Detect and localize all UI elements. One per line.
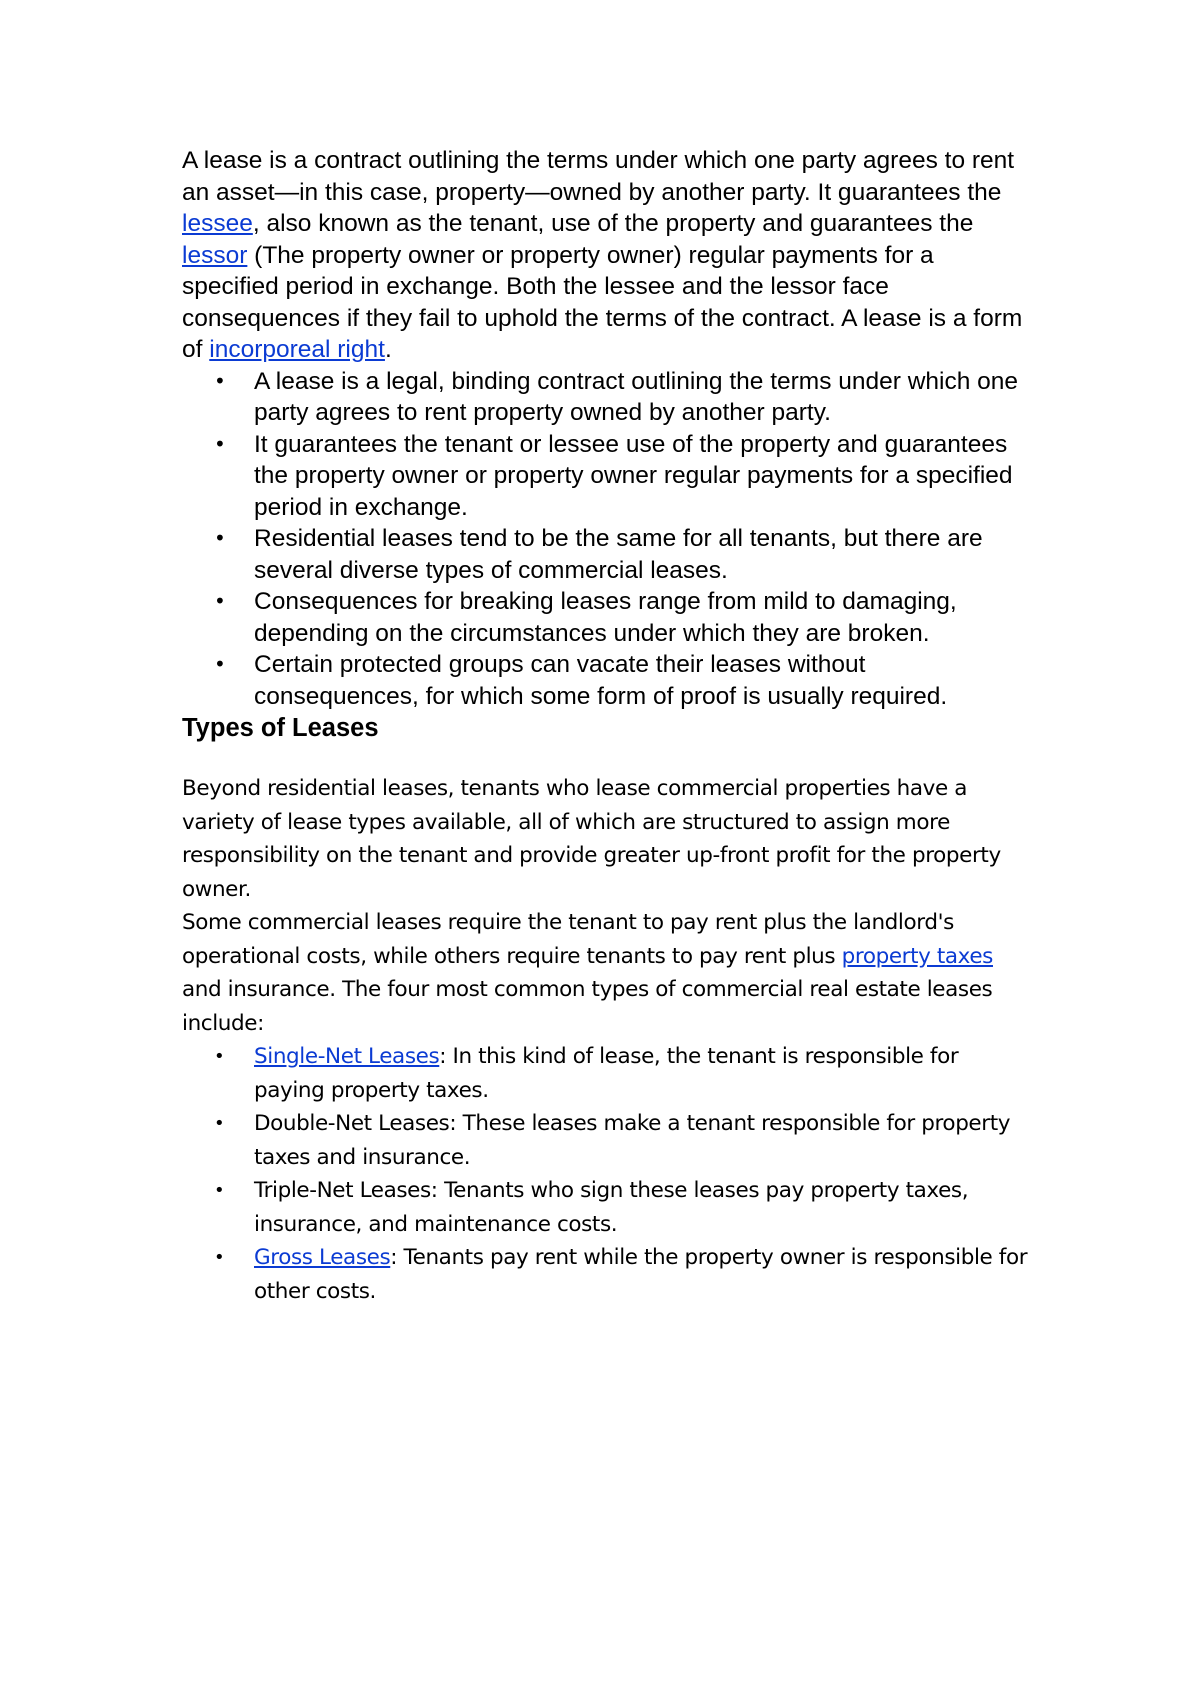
list-item xyxy=(182,649,1032,712)
bullet-icon: • xyxy=(214,652,226,676)
bullet-icon: • xyxy=(214,368,226,393)
bullet-icon: • xyxy=(214,589,226,613)
key-points-list xyxy=(182,366,1032,713)
incorporeal-right-link[interactable]: incorporeal right xyxy=(209,336,385,363)
types-paragraph-2 xyxy=(182,906,1032,1040)
lessee-link[interactable]: lessee xyxy=(182,210,253,237)
property-taxes-link[interactable]: property taxes xyxy=(841,943,993,969)
intro-text-2: , also known as the tenant, use of the property and guarantees the xyxy=(252,210,974,237)
bullet-icon: • xyxy=(214,526,226,550)
bullet-icon: • xyxy=(214,431,226,456)
list-item-text: : In this kind of lease, the tenant is responsible for paying property taxes. xyxy=(254,1044,959,1103)
list-item-text: A lease is a legal, binding contract outlining the terms under which one party agrees to rent property owned by another party. xyxy=(254,367,1019,426)
list-item-text: Triple-Net Leases: Tenants who sign these leases pay property taxes, insurance, and maintenance costs. xyxy=(254,1178,969,1237)
list-item xyxy=(182,1174,1032,1241)
list-item xyxy=(182,586,1032,649)
bullet-icon: • xyxy=(214,1046,225,1067)
intro-text-3: (The property owner or property owner) regular payments for a specified period in exchange. Both the lessee and the lessor face consequences if they fail to uphold the terms of the contract. A lease is a form of xyxy=(182,241,1023,363)
types-paragraph-2-text-2: and insurance. The four most common types of commercial real estate leases include: xyxy=(182,977,993,1036)
list-item xyxy=(182,366,1032,429)
list-item-text: It guarantees the tenant or lessee use of the property and guarantees the property owner or property owner regular payments for a specified period in exchange. xyxy=(254,430,1013,521)
intro-text-1: A lease is a contract outlining the terms under which one party agrees to rent an asset—in this case, property—owned by another party. It guarantees the xyxy=(182,147,1015,206)
bullet-icon: • xyxy=(214,1180,225,1201)
types-paragraph-2-text-1: Some commercial leases require the tenant to pay rent plus the landlord's operational costs, while others require tenants to pay rent plus xyxy=(182,910,954,969)
intro-text-4: . xyxy=(384,336,392,363)
list-item-text: Double-Net Leases: These leases make a tenant responsible for property taxes and insurance. xyxy=(254,1111,1011,1170)
bullet-icon: • xyxy=(214,1247,225,1268)
spacer xyxy=(182,744,1032,772)
list-item xyxy=(182,523,1032,586)
types-paragraph-1: Beyond residential leases, tenants who lease commercial properties have a variety of lease types available, all of which are structured to assign more responsibility on the tenant and provide greater up-front profit for the property owner. xyxy=(182,776,1001,902)
list-item-text: Consequences for breaking leases range from mild to damaging, depending on the circumstances under which they are broken. xyxy=(254,588,957,647)
list-item xyxy=(182,1040,1032,1107)
list-item-text: : Tenants pay rent while the property owner is responsible for other costs. xyxy=(254,1245,1028,1304)
list-item-text: Certain protected groups can vacate their leases without consequences, for which some form of proof is usually required. xyxy=(254,651,948,710)
single-net-leases-link[interactable]: Single-Net Leases xyxy=(254,1044,440,1069)
list-item-text: Residential leases tend to be the same for all tenants, but there are several diverse types of commercial leases. xyxy=(254,525,983,584)
intro-paragraph xyxy=(182,145,1032,366)
list-item xyxy=(182,429,1032,524)
types-section xyxy=(182,772,1032,1308)
lessor-link[interactable]: lessor xyxy=(182,241,248,269)
gross-leases-link[interactable]: Gross Leases xyxy=(254,1245,391,1270)
document-page xyxy=(182,145,1032,1308)
list-item xyxy=(182,1241,1032,1308)
intro-section xyxy=(182,145,1032,712)
bullet-icon: • xyxy=(214,1113,225,1134)
lease-types-list xyxy=(182,1040,1032,1308)
list-item xyxy=(182,1107,1032,1174)
types-of-leases-heading: Types of Leases xyxy=(182,714,379,742)
